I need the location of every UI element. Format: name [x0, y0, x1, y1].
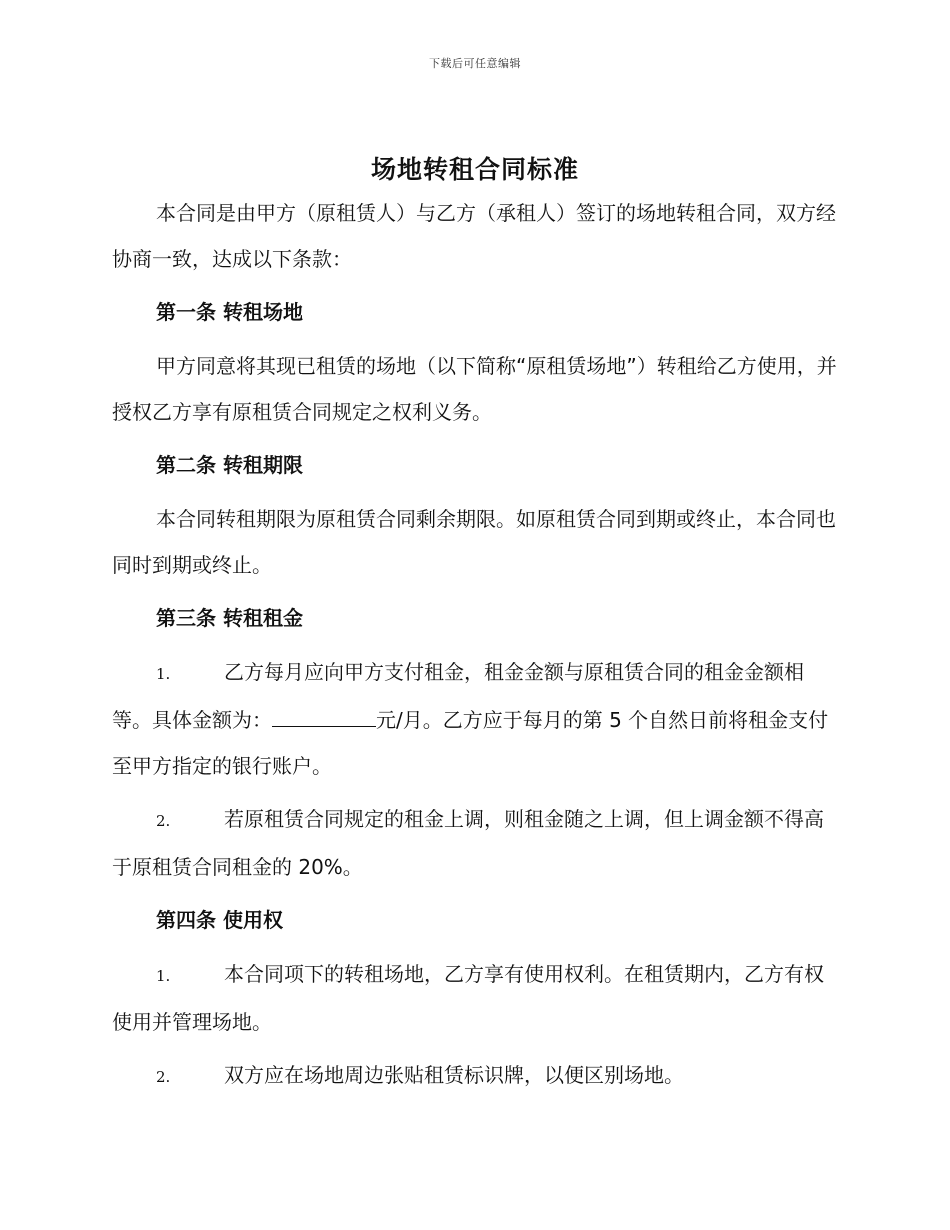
item-text-after-blank: 元/月。乙方应于每月的第 5 个自然日前将租金支付至甲方指定的银行账户。: [112, 708, 829, 778]
item-text-before-blank: 乙方每月应向甲方支付租金，租金金额与原租赁合同的租金金额相等。具体金额为：: [112, 660, 804, 732]
document-body: [112, 190, 838, 1107]
article-2-heading: 第二条 转租期限: [156, 453, 303, 477]
article-2-text: 本合同转租期限为原租赁合同剩余期限。如原租赁合同到期或终止，本合同也同时到期或终止。: [112, 507, 836, 577]
item-text: 双方应在场地周边张贴租赁标识牌，以便区别场地。: [224, 1063, 684, 1087]
list-number: 1.: [156, 665, 171, 683]
item-text: 本合同项下的转租场地，乙方享有使用权利。在租赁期内，乙方有权使用并管理场地。: [112, 962, 824, 1034]
list-number: 2.: [156, 1068, 171, 1086]
intro-paragraph: 本合同是由甲方（原租赁人）与乙方（承租人）签订的场地转租合同，双方经协商一致，达成以下条款：: [112, 201, 836, 271]
article-4-item-1: [112, 951, 838, 1045]
header-note: 下载后可任意编辑: [429, 57, 521, 70]
article-1-text: 甲方同意将其现已租赁的场地（以下简称“原租赁场地”）转租给乙方使用，并授权乙方享有原租赁合同规定之权利义务。: [112, 354, 837, 424]
article-1-heading: 第一条 转租场地: [156, 300, 303, 324]
article-3-item-1: [112, 649, 838, 789]
article-4-item-2: [112, 1052, 838, 1100]
article-4-heading: 第四条 使用权: [156, 908, 283, 932]
document-title: 场地转租合同标准: [370, 155, 579, 184]
list-number: 1.: [156, 967, 171, 985]
article-3-heading: 第三条 转租租金: [156, 606, 303, 630]
list-number: 2.: [156, 812, 171, 830]
item-text: 若原租赁合同规定的租金上调，则租金随之上调，但上调金额不得高于原租赁合同租金的 20%。: [112, 807, 824, 879]
amount-blank-line: [272, 704, 376, 727]
article-3-item-2: [112, 796, 838, 890]
